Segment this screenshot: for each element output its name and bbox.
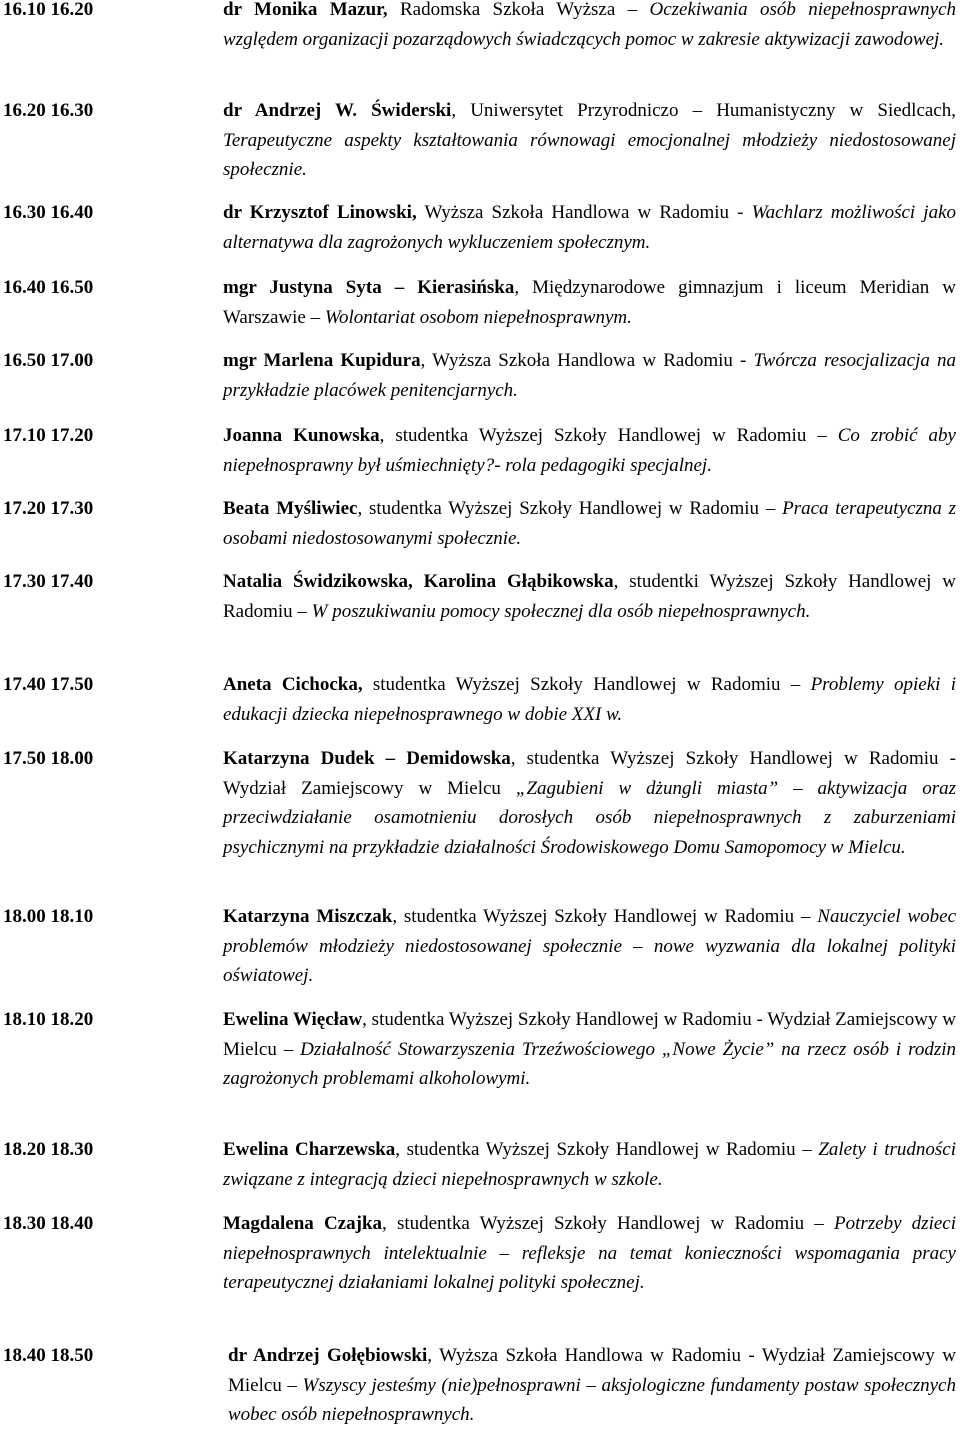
entry-content: [223, 0, 956, 54]
entry-content: [223, 198, 956, 257]
entry-speaker: Ewelina Charzewska: [223, 1139, 396, 1160]
entry-content: [223, 567, 956, 626]
entry-speaker: Natalia Świdzikowska, Karolina Głąbikowska: [223, 571, 614, 592]
entry-affiliation: Radomska Szkoła Wyższa –: [387, 0, 650, 20]
entry-title: W poszukiwaniu pomocy społecznej dla osób niepełnosprawnych.: [311, 600, 811, 622]
entry-affiliation: , studentka Wyższej Szkoły Handlowej w Radomiu - Wydział Zamiejscowy w Mielcu: [223, 748, 956, 799]
entry-content: [223, 902, 956, 991]
entry-title: Potrzeby dzieci niepełnosprawnych intelektualnie – refleksje na temat konieczności wspomagania pracy terapeutycznej działaniami lokalnej polityki społecznej.: [223, 1213, 957, 1293]
entry-affiliation: , studentka Wyższej Szkoły Handlowej w Radomiu –: [395, 1139, 819, 1160]
entry-time: 16.10 16.20: [3, 0, 94, 20]
entry-content: [223, 1135, 956, 1194]
entry-affiliation: Wyższa Szkoła Handlowa w Radomiu -: [416, 202, 752, 223]
entry-time: 18.00 18.10: [3, 906, 94, 927]
entry-speaker: Katarzyna Dudek – Demidowska: [223, 748, 511, 769]
entry-affiliation: , Wyższa Szkoła Handlowa w Radomiu -: [420, 350, 754, 371]
entry-title: Problemy opieki i edukacji dziecka niepełnosprawnego w dobie XXI w.: [223, 674, 956, 725]
entry-title: Działalność Stowarzyszenia Trzeźwościowego „Nowe Życie” na rzecz osób i rodzin zagrożonych problemami alkoholowymi.: [223, 1038, 956, 1089]
entry-affiliation: , studentka Wyższej Szkoły Handlowej w Radomiu –: [357, 498, 783, 519]
entry-speaker: dr Andrzej W. Świderski: [223, 100, 452, 121]
entry-title: Wszyscy jesteśmy (nie)pełnosprawni – aksjologiczne fundamenty postaw społecznych wobec osób niepełnosprawnych.: [228, 1374, 956, 1425]
entry-affiliation: studentka Wyższej Szkoły Handlowej w Radomiu –: [362, 674, 811, 695]
entry-content: [223, 494, 956, 553]
entry-title: Oczekiwania osób niepełnosprawnych względem organizacji pozarządowych świadczących pomoc w zakresie aktywizacji zawodowej.: [223, 0, 956, 50]
entry-speaker: Aneta Cichocka,: [223, 674, 363, 695]
entry-title: Twórcza resocjalizacja na przykładzie placówek penitencjarnych.: [223, 350, 956, 401]
entry-speaker: dr Monika Mazur,: [223, 0, 388, 20]
entry-speaker: Beata Myśliwiec: [223, 498, 358, 519]
entry-time: 18.30 18.40: [3, 1213, 94, 1234]
entry-time: 18.40 18.50: [3, 1345, 94, 1366]
entry-title: „Zagubieni w dżungli miasta” – aktywizacja oraz przeciwdziałanie osamotnieniu dorosłych osób niepełnosprawnych z zaburzeniami psychicznymi na przykładzie działalności Środowiskowego Domu Samopomocy w Mielcu.: [223, 777, 956, 858]
entry-content: [223, 1005, 956, 1094]
entry-content: [228, 1341, 956, 1430]
entry-affiliation: , Międzynarodowe gimnazjum i liceum Meridian w Warszawie –: [223, 277, 956, 328]
entry-affiliation: , studentki Wyższej Szkoły Handlowej w Radomiu –: [223, 571, 956, 622]
entry-content: [223, 273, 956, 332]
entry-content: [223, 744, 956, 862]
entry-title: Praca terapeutyczna z osobami niedostosowanymi społecznie.: [223, 498, 956, 549]
entry-time: 16.20 16.30: [3, 100, 94, 121]
entry-affiliation: , Uniwersytet Przyrodniczo – Humanistyczny w Siedlcach,: [451, 100, 956, 121]
entry-speaker: Magdalena Czajka: [223, 1213, 383, 1234]
entry-speaker: Ewelina Więcław: [223, 1009, 363, 1030]
entry-time: 17.40 17.50: [3, 674, 94, 695]
entry-affiliation: , Wyższa Szkoła Handlowa w Radomiu - Wydział Zamiejscowy w Mielcu –: [228, 1345, 957, 1396]
entry-content: [223, 1209, 956, 1298]
entry-affiliation: , studentka Wyższej Szkoły Handlowej w Radomiu –: [379, 425, 838, 446]
entry-title: Wolontariat osobom niepełnosprawnym.: [324, 306, 632, 328]
entry-title: Terapeutyczne aspekty kształtowania równowagi emocjonalnej młodzieży niedostosowanej społecznie.: [223, 129, 956, 180]
entry-content: [223, 96, 956, 185]
entry-affiliation: , studentka Wyższej Szkoły Handlowej w Radomiu –: [382, 1213, 834, 1234]
entry-time: 16.40 16.50: [3, 277, 94, 298]
entry-affiliation: , studentka Wyższej Szkoły Handlowej w Radomiu - Wydział Zamiejscowy w Mielcu –: [223, 1009, 956, 1060]
entry-speaker: mgr Justyna Syta – Kierasińska: [223, 277, 515, 298]
entry-time: 17.20 17.30: [3, 498, 94, 519]
entry-time: 17.10 17.20: [3, 425, 94, 446]
entry-speaker: dr Andrzej Gołębiowski: [228, 1345, 428, 1366]
entry-affiliation: , studentka Wyższej Szkoły Handlowej w Radomiu –: [392, 906, 818, 927]
entry-time: 18.20 18.30: [3, 1139, 94, 1160]
entry-speaker: dr Krzysztof Linowski,: [223, 202, 417, 223]
entry-content: [223, 346, 956, 405]
entry-title: Co zrobić aby niepełnosprawny był uśmiechnięty?- rola pedagogiki specjalnej.: [223, 425, 956, 476]
entry-title: Wachlarz możliwości jako alternatywa dla zagrożonych wykluczeniem społecznym.: [223, 202, 957, 253]
entry-time: 16.30 16.40: [3, 202, 94, 223]
entry-time: 17.50 18.00: [3, 748, 94, 769]
entry-content: [223, 670, 956, 729]
entry-time: 16.50 17.00: [3, 350, 94, 371]
entry-speaker: mgr Marlena Kupidura: [223, 350, 421, 371]
entry-time: 18.10 18.20: [3, 1009, 94, 1030]
entry-title: Nauczyciel wobec problemów młodzieży niedostosowanej społecznie – nowe wyzwania dla lokalnej polityki oświatowej.: [223, 906, 956, 986]
entry-speaker: Katarzyna Miszczak: [223, 906, 393, 927]
entry-title: Zalety i trudności związane z integracją dzieci niepełnosprawnych w szkole.: [223, 1139, 956, 1190]
entry-speaker: Joanna Kunowska: [223, 425, 380, 446]
entry-content: [223, 421, 956, 480]
entry-time: 17.30 17.40: [3, 571, 94, 592]
